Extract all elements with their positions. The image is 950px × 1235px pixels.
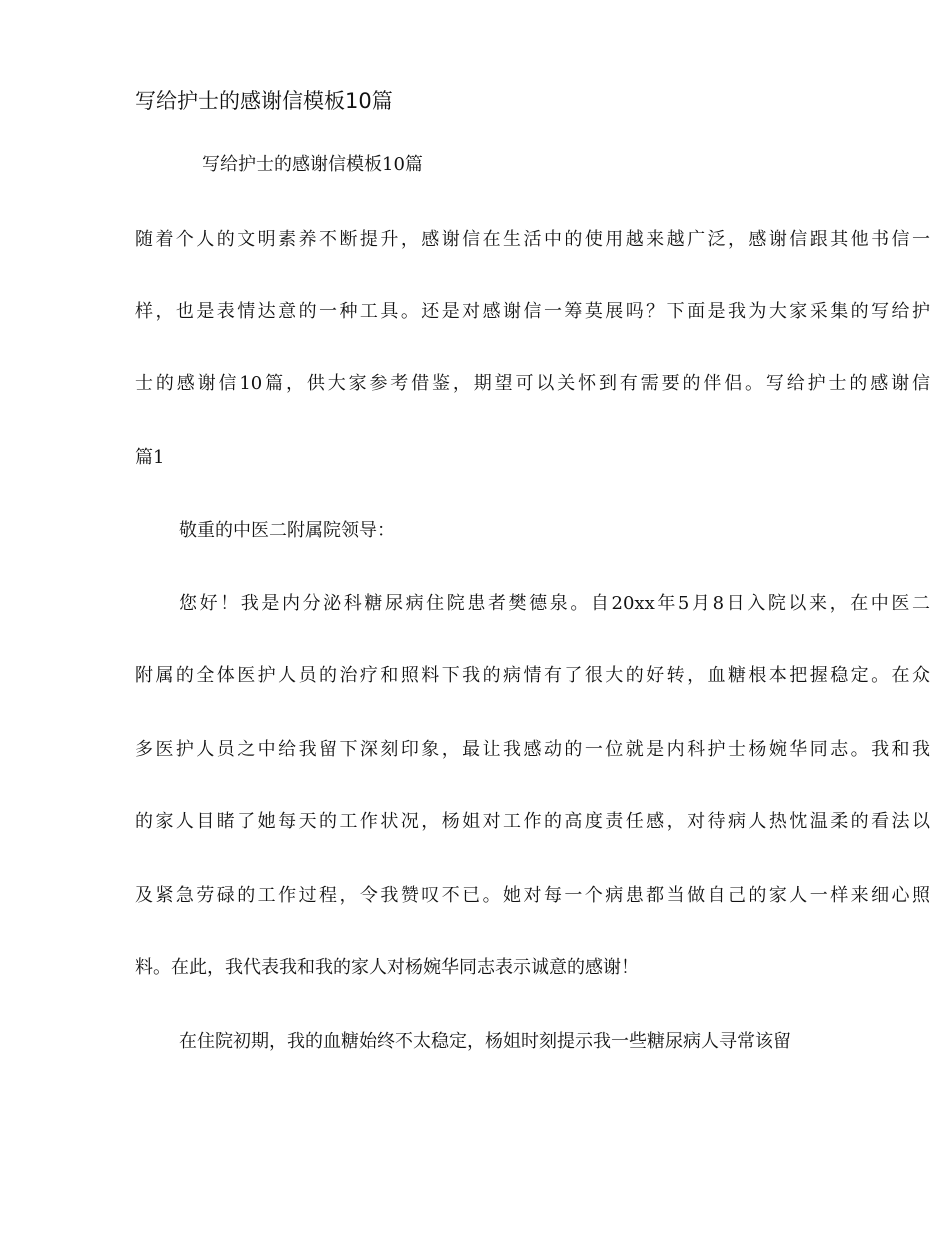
paragraph1-line-6: 料。在此，我代表我和我的家人对杨婉华同志表示诚意的感谢！ (135, 957, 639, 978)
paragraph1-line-1: 您好！我是内分泌科糖尿病住院患者樊德泉。自20xx年5月8日入院以来，在中医二 (179, 593, 930, 614)
paragraph1-line-4: 的家人目睹了她每天的工作状况，杨姐对工作的高度责任感，对待病人热忱温柔的看法以 (135, 811, 930, 832)
intro-line-3: 士的感谢信10篇，供大家参考借鉴，期望可以关怀到有需要的伴侣。写给护士的感谢信 (135, 373, 930, 394)
paragraph1-line-5: 及紧急劳碌的工作过程，令我赞叹不已。她对每一个病患都当做自己的家人一样来细心照 (135, 885, 930, 906)
paragraph2-line-1: 在住院初期，我的血糖始终不太稳定，杨姐时刻提示我一些糖尿病人寻常该留 (179, 1031, 791, 1052)
intro-line-1: 随着个人的文明素养不断提升，感谢信在生活中的使用越来越广泛，感谢信跟其他书信一 (135, 229, 930, 250)
paragraph1-line-2: 附属的全体医护人员的治疗和照料下我的病情有了很大的好转，血糖根本把握稳定。在众 (135, 665, 930, 686)
intro-line-4: 篇1 (135, 447, 165, 468)
salutation: 敬重的中医二附属院领导： (179, 520, 395, 541)
paragraph1-line-3: 多医护人员之中给我留下深刻印象，最让我感动的一位就是内科护士杨婉华同志。我和我 (135, 739, 930, 760)
intro-line-2: 样，也是表情达意的一种工具。还是对感谢信一筹莫展吗？下面是我为大家采集的写给护 (135, 301, 930, 322)
document-title: 写给护士的感谢信模板10篇 (135, 89, 393, 113)
document-subtitle: 写给护士的感谢信模板10篇 (202, 154, 423, 175)
